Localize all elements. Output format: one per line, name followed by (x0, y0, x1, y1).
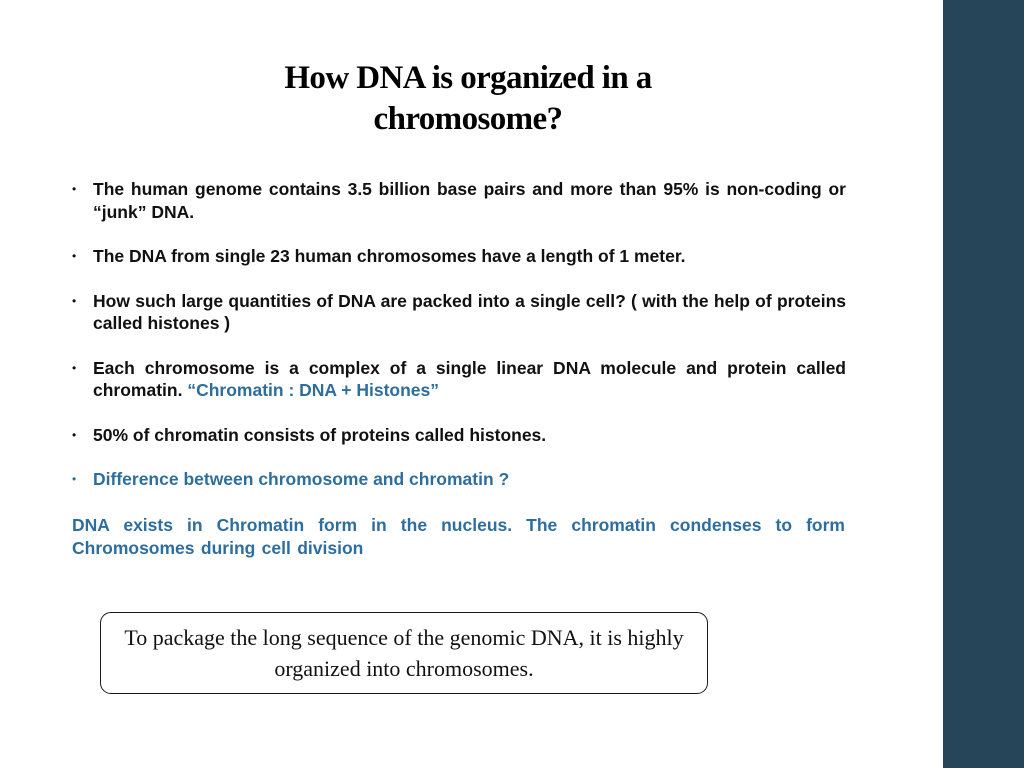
bullet-text: 50% of chromatin consists of proteins called histones. (93, 424, 547, 445)
bullet-text: Difference between chromosome and chromatin ? (93, 469, 510, 489)
callout-text: To package the long sequence of the genomic DNA, it is highly organized into chromosomes. (124, 625, 684, 681)
closing-paragraph: DNA exists in Chromatin form in the nucleus. The chromatin condenses to form Chromosomes during cell division (72, 515, 845, 558)
bullet-icon: • (72, 249, 77, 263)
callout-box (100, 612, 708, 694)
bullet-text: The DNA from single 23 human chromosomes have a length of 1 meter. (93, 246, 686, 266)
bullet-item-chromatin (72, 357, 846, 402)
bullet-text: How such large quantities of DNA are packed into a single cell? ( with the help of proteins called histones ) (93, 290, 846, 333)
bullet-item-dna-packing (72, 290, 846, 335)
bullet-icon: • (72, 472, 77, 486)
chromatin-definition: “Chromatin : DNA + Histones” (187, 380, 439, 400)
sidebar-decoration (943, 0, 1024, 768)
bullet-icon: • (72, 427, 77, 442)
bullet-item-dna-length (72, 245, 846, 268)
slide-title: How DNA is organized in a chromosome? (284, 60, 652, 137)
bullet-text: The human genome contains 3.5 billion base pairs and more than 95% is non-coding or “junk” DNA. (93, 179, 846, 222)
bullet-item-genome (72, 178, 846, 223)
bullet-icon: • (72, 293, 77, 308)
bullet-item-histones (72, 424, 846, 447)
bullet-icon: • (72, 182, 77, 196)
bullet-icon: • (72, 360, 77, 375)
bullet-list (72, 178, 846, 513)
bullet-item-difference-question (72, 468, 846, 491)
bullet-text: Each chromosome is a complex of a single linear DNA molecule and protein called chromatin. (93, 357, 846, 400)
